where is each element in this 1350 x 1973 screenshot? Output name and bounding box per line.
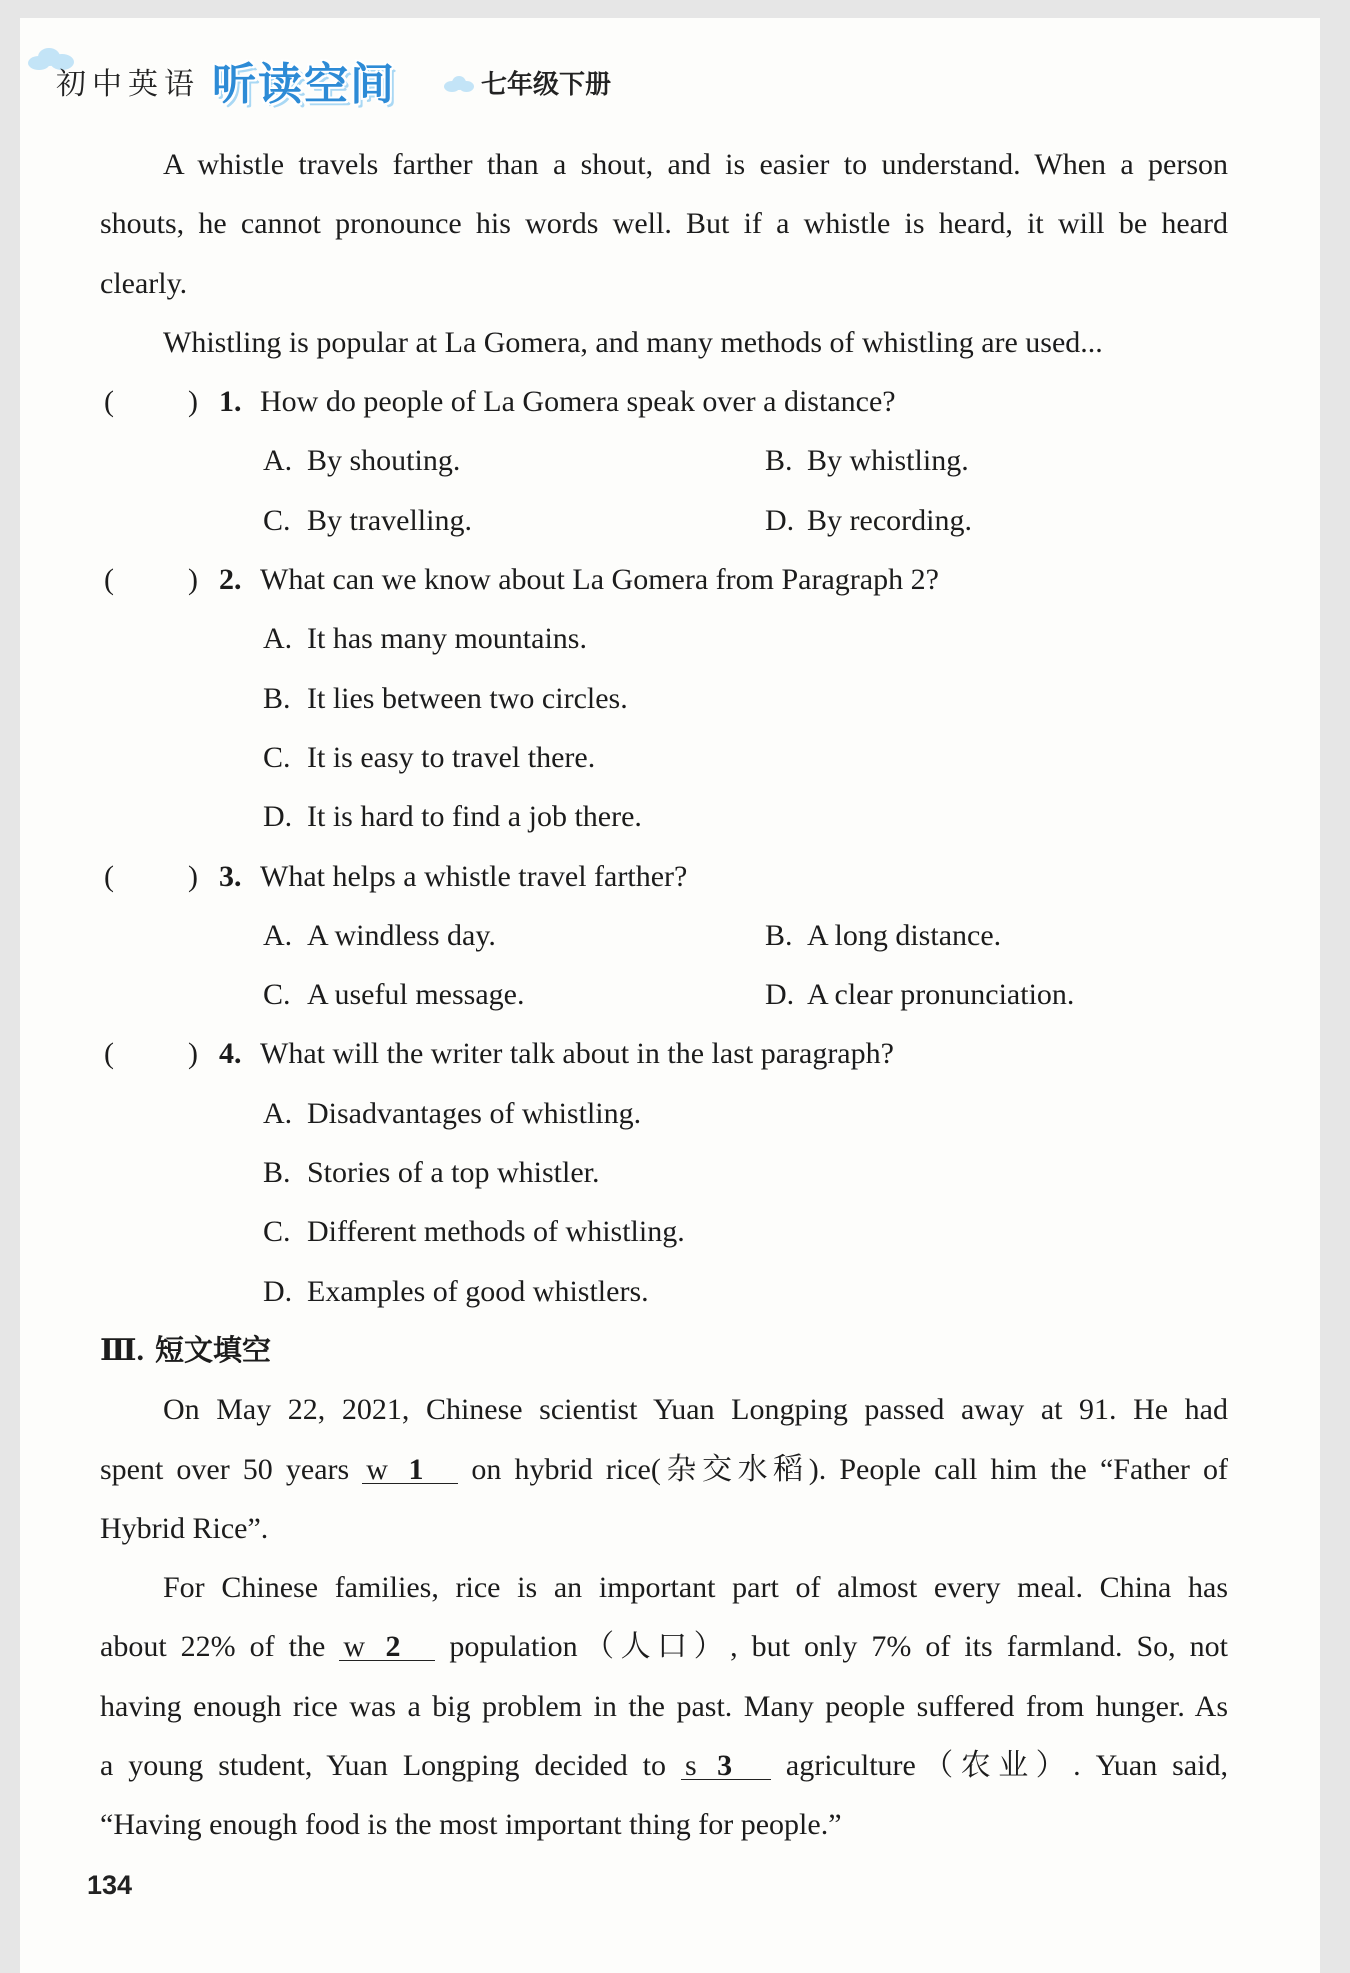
- option-letter: C.: [263, 503, 291, 537]
- option-row: [100, 1084, 1228, 1143]
- option-row: [100, 787, 1228, 846]
- section-title: 短文填空: [155, 1332, 272, 1367]
- option-text: By recording.: [807, 503, 972, 537]
- cloud-icon: [444, 76, 474, 94]
- option-text: A useful message.: [307, 978, 525, 1012]
- option-letter: B.: [765, 444, 793, 478]
- option-letter: A.: [263, 918, 293, 952]
- option-text: Examples of good whistlers.: [307, 1274, 649, 1308]
- page-content: [100, 135, 1228, 1855]
- option-row: [100, 609, 1228, 668]
- option-text: By shouting.: [307, 444, 461, 478]
- option-letter: C.: [263, 1215, 291, 1249]
- option-text: Stories of a top whistler.: [307, 1156, 600, 1190]
- option-letter: A.: [263, 444, 293, 478]
- option-text: By travelling.: [307, 503, 472, 537]
- question-stem: What helps a whistle travel farther?: [260, 859, 688, 893]
- question-row-3: [100, 847, 1228, 906]
- option-row: [100, 491, 1228, 550]
- option-letter: B.: [263, 1156, 291, 1190]
- question-number: 2.: [219, 563, 242, 597]
- line-text: about 22% of the: [100, 1630, 340, 1664]
- passage-line: For Chinese families, rice is an important part of almost every meal. China has: [163, 1571, 1228, 1605]
- option-text: A long distance.: [807, 918, 1002, 952]
- passage-line: having enough rice was a big problem in the past. Many people suffered from hunger. As: [100, 1689, 1228, 1723]
- line-text: spent over 50 years: [100, 1452, 363, 1486]
- answer-bracket-close: ): [188, 563, 198, 597]
- series-title: 初中英语: [56, 67, 200, 102]
- option-letter: D.: [765, 978, 795, 1012]
- fill-blank-3: [681, 1749, 771, 1783]
- option-letter: D.: [263, 800, 293, 834]
- page-number: 134: [87, 1870, 133, 1900]
- option-row: [100, 669, 1228, 728]
- option-text: It lies between two circles.: [307, 681, 628, 715]
- answer-bracket-open: (: [104, 563, 114, 597]
- option-row: [100, 1143, 1228, 1202]
- line-text: a young student, Yuan Longping decided to: [100, 1749, 681, 1783]
- option-letter: B.: [263, 681, 291, 715]
- answer-bracket-close: ): [188, 859, 198, 893]
- blank-number: 2: [385, 1630, 401, 1664]
- option-text: It is easy to travel there.: [307, 740, 596, 774]
- blank-first-letter: w: [366, 1452, 388, 1486]
- answer-bracket-close: ): [188, 385, 198, 419]
- passage-line: On May 22, 2021, Chinese scientist Yuan Longping passed away at 91. He had: [163, 1393, 1228, 1427]
- line-text: population（人口）, but only 7% of its farmland. So, not: [435, 1630, 1229, 1664]
- option-row: [100, 1202, 1228, 1261]
- passage-line: [100, 1440, 1228, 1499]
- option-row: [100, 906, 1228, 965]
- option-row: [100, 728, 1228, 787]
- option-text: Disadvantages of whistling.: [307, 1096, 642, 1130]
- question-row-2: [100, 550, 1228, 609]
- section-numeral: Ⅲ.: [100, 1333, 145, 1367]
- passage-line: clearly.: [100, 266, 188, 300]
- option-row: [100, 965, 1228, 1024]
- option-letter: D.: [263, 1274, 293, 1308]
- option-letter: C.: [263, 740, 291, 774]
- question-stem: What can we know about La Gomera from Paragraph 2?: [260, 563, 939, 597]
- option-text: It has many mountains.: [307, 622, 587, 656]
- question-number: 1.: [219, 385, 242, 419]
- grade-label: 七年级下册: [481, 70, 612, 100]
- question-row-1: [100, 372, 1228, 431]
- blank-number: 3: [717, 1749, 733, 1783]
- passage-line: Whistling is popular at La Gomera, and many methods of whistling are used...: [163, 325, 1103, 359]
- passage-line: “Having enough food is the most important thing for people.”: [100, 1808, 842, 1842]
- question-stem: What will the writer talk about in the last paragraph?: [260, 1037, 894, 1071]
- blank-first-letter: w: [343, 1630, 365, 1664]
- passage-line: shouts, he cannot pronounce his words well. But if a whistle is heard, it will be heard: [100, 207, 1228, 241]
- section-heading: [100, 1321, 1228, 1380]
- option-text: A clear pronunciation.: [807, 978, 1075, 1012]
- option-text: It is hard to find a job there.: [307, 800, 642, 834]
- fill-blank-1: [362, 1452, 458, 1486]
- passage-line: A whistle travels farther than a shout, and is easier to understand. When a person: [163, 148, 1228, 181]
- option-letter: C.: [263, 978, 291, 1012]
- passage-line: [100, 1617, 1228, 1676]
- option-text: A windless day.: [307, 918, 496, 952]
- option-letter: A.: [263, 622, 293, 656]
- question-number: 4.: [219, 1037, 242, 1071]
- answer-bracket-open: (: [104, 1037, 114, 1071]
- brand-logo: 听读空间: [212, 59, 396, 110]
- line-text: on hybrid rice(杂交水稻). People call him the “Father of: [458, 1452, 1228, 1486]
- passage-line: [100, 1736, 1228, 1795]
- question-stem: How do people of La Gomera speak over a distance?: [260, 385, 896, 419]
- blank-number: 1: [408, 1452, 424, 1486]
- option-text: Different methods of whistling.: [307, 1215, 685, 1249]
- option-text: By whistling.: [807, 444, 969, 478]
- passage-line: Hybrid Rice”.: [100, 1511, 269, 1545]
- question-row-4: [100, 1024, 1228, 1083]
- answer-bracket-open: (: [104, 859, 114, 893]
- fill-blank-2: [339, 1630, 435, 1664]
- answer-bracket-open: (: [104, 385, 114, 419]
- question-number: 3.: [219, 859, 242, 893]
- option-letter: D.: [765, 503, 795, 537]
- line-text: agriculture（农业）. Yuan said,: [770, 1749, 1228, 1783]
- option-row: [100, 1262, 1228, 1321]
- blank-first-letter: s: [684, 1749, 697, 1783]
- option-letter: A.: [263, 1096, 293, 1130]
- option-row: [100, 431, 1228, 490]
- option-letter: B.: [765, 918, 793, 952]
- answer-bracket-close: ): [188, 1037, 198, 1071]
